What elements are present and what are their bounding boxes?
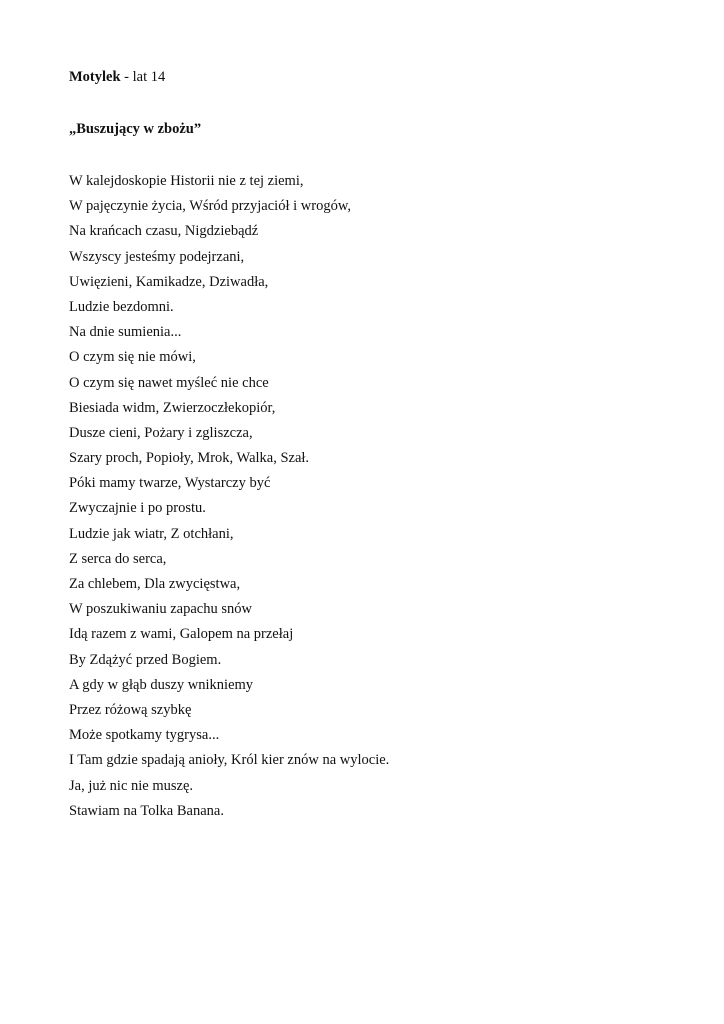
- poem-line: Na dnie sumienia...: [69, 324, 182, 341]
- poem-line: Biesiada widm, Zwierzoczłekopiór,: [69, 399, 276, 416]
- author-separator: -: [120, 69, 133, 85]
- poem-line: Idą razem z wami, Galopem na przełaj: [69, 626, 294, 643]
- poem-line: Uwięzieni, Kamikadze, Dziwadła,: [69, 273, 269, 290]
- poem-line: Dusze cieni, Pożary i zgliszcza,: [69, 424, 253, 441]
- poem-line: O czym się nawet myśleć nie chce: [69, 374, 269, 391]
- author-name: Motylek: [69, 69, 121, 85]
- poem-line: W pajęczynie życia, Wśród przyjaciół i wrogów,: [69, 198, 351, 215]
- author-line: [69, 68, 165, 86]
- poem-title: „Buszujący w zbożu”: [69, 121, 202, 137]
- poem-line: Wszyscy jesteśmy podejrzani,: [69, 248, 245, 265]
- poem-body: [69, 169, 389, 824]
- poem-line: Na krańcach czasu, Nigdziebądź: [69, 223, 259, 240]
- author-age: lat 14: [132, 69, 166, 85]
- poem-line: A gdy w głąb duszy wnikniemy: [69, 676, 254, 693]
- poem-line: Za chlebem, Dla zwycięstwa,: [69, 576, 241, 592]
- poem-line: Szary proch, Popioły, Mrok, Walka, Szał.: [69, 450, 310, 467]
- poem-line: W poszukiwaniu zapachu snów: [69, 601, 252, 618]
- poem-line: Stawiam na Tolka Banana.: [69, 802, 224, 819]
- poem-line: Zwyczajnie i po prostu.: [69, 500, 206, 517]
- poem-line: Póki mamy twarze, Wystarczy być: [69, 475, 271, 492]
- poem-line: Przez różową szybkę: [69, 701, 192, 718]
- poem-line: Z serca do serca,: [69, 550, 167, 567]
- poem-line: Ludzie bezdomni.: [69, 298, 174, 315]
- poem-line: Może spotkamy tygrysa...: [69, 727, 220, 744]
- poem-line: Ludzie jak wiatr, Z otchłani,: [69, 525, 234, 542]
- poem-line: I Tam gdzie spadają anioły, Król kier znów na wylocie.: [69, 752, 390, 769]
- poem-line: W kalejdoskopie Historii nie z tej ziemi,: [69, 173, 304, 189]
- poem-line: Ja, już nic nie muszę.: [69, 777, 194, 794]
- poem-line: O czym się nie mówi,: [69, 349, 196, 366]
- poem-line: By Zdążyć przed Bogiem.: [69, 651, 222, 668]
